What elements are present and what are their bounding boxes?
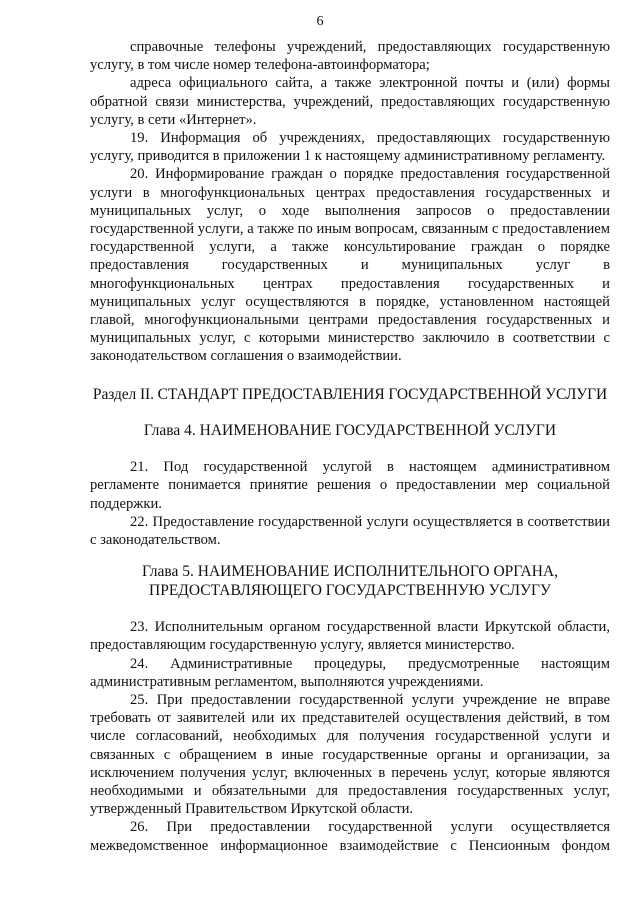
paragraph-24: 24. Административные процедуры, предусмотренные настоящим административным регламентом, выполняются учреждениями. (90, 655, 610, 690)
section-heading: Раздел II. СТАНДАРТ ПРЕДОСТАВЛЕНИЯ ГОСУДАРСТВЕННОЙ УСЛУГИ (92, 385, 608, 403)
paragraph-22: 22. Предоставление государственной услуги осуществляется в соответствии с законодательством. (90, 513, 610, 548)
paragraph-website: адреса официального сайта, а также электронной почты и (или) формы обратной связи министерства, учреждений, предоставляющих государственную услугу, в сети «Интернет». (90, 75, 610, 128)
paragraph-19: 19. Информация об учреждениях, предоставляющих государственную услугу, приводится в приложении 1 к настоящему административному регламенту. (90, 130, 610, 165)
chapter-4-heading: Глава 4. НАИМЕНОВАНИЕ ГОСУДАРСТВЕННОЙ УСЛУГИ (143, 421, 557, 439)
paragraph-21: 21. Под государственной услугой в настоящем административном регламенте понимается принятие решения о предоставлении мер социальной поддержки. (90, 459, 610, 512)
paragraph-23: 23. Исполнительным органом государственной власти Иркутской области, предоставляющим государственную услугу, является министерство. (90, 619, 610, 654)
page-number: 6 (316, 14, 324, 29)
paragraph-20: 20. Информирование граждан о порядке предоставления государственной услуги в многофункциональных центрах предоставления государственных и муниципальных услуг, о ходе выполнения запросов о предоставлении государственной услуги, а также по иным вопросам, связанным с предоставлением государственной услуги, а также консультирование граждан о порядке предоставления государственных и муниципальных услуг в многофункциональных центрах предоставления государственных и муниципальных услуг осуществляются в порядке, установленном настоящей главой, многофункциональными центрами предоставления государственных и муниципальных услуг, с которыми министерство заключило в соответствии с законодательством соглашения о взаимодействии. (90, 166, 610, 365)
chapter-5-heading: Глава 5. НАИМЕНОВАНИЕ ИСПОЛНИТЕЛЬНОГО ОРГАНА, ПРЕДОСТАВЛЯЮЩЕГО ГОСУДАРСТВЕННУЮ УСЛУГУ (141, 563, 559, 599)
paragraph-25: 25. При предоставлении государственной услуги учреждение не вправе требовать от заявителей или их представителей осуществления действий, в том числе согласований, необходимых для получения государственной услуги и связанных с обращением в иные государственные органы и организации, за исключением получения услуг, включенных в перечень услуг, которые являются необходимыми и обязательными для предоставления государственных услуг, утвержденный Правительством Иркутской области. (90, 691, 610, 818)
paragraph-phones: справочные телефоны учреждений, предоставляющих государственную услугу, в том числе номер телефона-автоинформатора; (90, 39, 610, 74)
paragraph-26: 26. При предоставлении государственной услуги осуществляется межведомственное информационное взаимодействие с Пенсионным фондом (90, 819, 610, 854)
